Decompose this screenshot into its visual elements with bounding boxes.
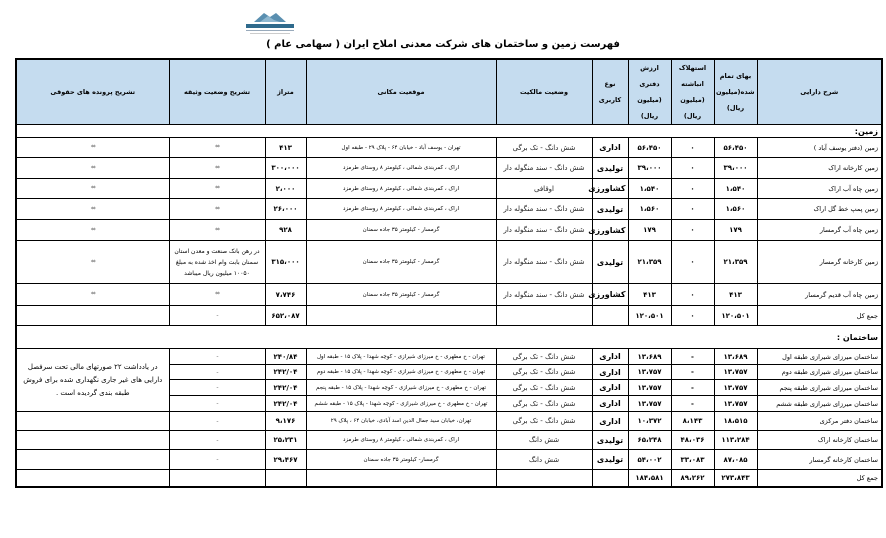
asset-name: زمین کارخانه اراک <box>757 158 882 179</box>
usage-type: اداری <box>592 138 628 158</box>
book-value: ۱۳،۷۵۷ <box>628 396 671 412</box>
finished-cost: ۱،۵۶۰ <box>714 199 757 220</box>
book-value: ۱۳،۶۸۹ <box>628 349 671 365</box>
accum-depr: ۰ <box>671 138 714 158</box>
asset-name: زمین چاه آب قدیم گرمسار <box>757 284 882 306</box>
legal-empty <box>16 412 169 431</box>
company-logo <box>240 8 300 38</box>
total-loc-empty <box>306 306 496 326</box>
legal: ** <box>16 138 169 158</box>
empty-cell <box>265 470 306 487</box>
usage-type: اداری <box>592 412 628 431</box>
building-total-row <box>16 470 882 487</box>
total-usage-empty <box>592 306 628 326</box>
col-asset-desc: شرح دارایی <box>757 59 882 125</box>
location: اراک ، کمربندی شمالی ، کیلومتر ۸ روستای طرمزد <box>306 431 496 450</box>
land-row <box>16 199 882 220</box>
accum-depr: - <box>671 380 714 396</box>
area: ۲۹،۴۶۷ <box>265 450 306 470</box>
document-title: فهرست زمین و ساختمان های شرکت معدنی املاح ایران ( سهامی عام ) <box>266 39 620 50</box>
usage-type: تولیدی <box>592 199 628 220</box>
land-row <box>16 138 882 158</box>
col-accum-depr: استهلاک انباشته (میلیون ریال) <box>671 59 714 125</box>
finished-cost: ۱۱۳،۲۸۴ <box>714 431 757 450</box>
total-cost: ۱۲۰،۵۰۱ <box>714 306 757 326</box>
usage-type: کشاورزی <box>592 220 628 241</box>
collateral: - <box>169 412 265 431</box>
finished-cost: ۱۳،۷۵۷ <box>714 396 757 412</box>
area: ۲۶،۰۰۰ <box>265 199 306 220</box>
accum-depr: - <box>671 396 714 412</box>
land-total-row <box>16 306 882 326</box>
col-legal: تشریح پرونده های حقوقی <box>16 59 169 125</box>
total-book: ۱۲۰،۵۰۱ <box>628 306 671 326</box>
area: ۳۱۵،۰۰۰ <box>265 241 306 284</box>
total-area: ۶۵۲،۰۸۷ <box>265 306 306 326</box>
asset-name: ساختمان میرزای شیرازی طبقه ششم <box>757 396 882 412</box>
usage-type: اداری <box>592 365 628 380</box>
land-section-label: زمین: <box>16 125 882 138</box>
asset-name: ساختمان دفتر مرکزی <box>757 412 882 431</box>
accum-depr: - <box>671 349 714 365</box>
empty-cell <box>496 470 592 487</box>
total-owner-empty <box>496 306 592 326</box>
land-rows <box>16 138 882 306</box>
finished-cost: ۸۷،۰۸۵ <box>714 450 757 470</box>
finished-cost: ۴۱۳ <box>714 284 757 306</box>
total-legal-empty <box>16 306 169 326</box>
asset-name: زمین چاه آب اراک <box>757 179 882 199</box>
location: گرمسار- کیلومتر ۳۵ جاده سمنان <box>306 450 496 470</box>
book-value: ۴۱۳ <box>628 284 671 306</box>
ownership: شش دانگ <box>496 450 592 470</box>
asset-name: زمین (دفتر یوسف آباد ) <box>757 138 882 158</box>
finished-cost: ۵۶،۴۵۰ <box>714 138 757 158</box>
usage-type: تولیدی <box>592 241 628 284</box>
area: ۲۴۲/۰۴ <box>265 380 306 396</box>
building-row <box>16 349 882 365</box>
accum-depr: ۰ <box>671 241 714 284</box>
asset-name: زمین کارخانه گرمسار <box>757 241 882 284</box>
col-book-value: ارزش دفتری (میلیون ریال) <box>628 59 671 125</box>
ownership: شش دانگ - تک برگی <box>496 138 592 158</box>
building-row <box>16 412 882 431</box>
land-row <box>16 158 882 179</box>
legal-empty <box>16 450 169 470</box>
building-section-row <box>16 326 882 349</box>
asset-name: زمین چاه آب گرمسار <box>757 220 882 241</box>
location: تهران - خ مطهری - خ میرزای شیرازی - کوچه شهدا - پلاک ۱۵ - طبقه ششم <box>306 396 496 412</box>
col-area: متراژ <box>265 59 306 125</box>
land-row <box>16 220 882 241</box>
ownership: شش دانگ - سند منگوله دار <box>496 284 592 306</box>
usage-type: کشاورزی <box>592 179 628 199</box>
collateral: ** <box>169 158 265 179</box>
location: تهران - یوسف آباد - خیابان ۶۴ - پلاک ۲۹ - طبقه اول <box>306 138 496 158</box>
accum-depr: ۰ <box>671 284 714 306</box>
building-row <box>16 450 882 470</box>
book-value: ۵۴،۰۰۲ <box>628 450 671 470</box>
ownership: شش دانگ - تک برگی <box>496 412 592 431</box>
legal: ** <box>16 158 169 179</box>
finished-cost: ۱۷۹ <box>714 220 757 241</box>
ownership: شش دانگ - تک برگی <box>496 349 592 365</box>
book-value: ۱۷۹ <box>628 220 671 241</box>
usage-type: اداری <box>592 396 628 412</box>
book-value: ۵۶،۴۵۰ <box>628 138 671 158</box>
collateral: - <box>169 431 265 450</box>
legal: ** <box>16 179 169 199</box>
collateral: - <box>169 365 265 380</box>
land-row <box>16 179 882 199</box>
area: ۹۲۸ <box>265 220 306 241</box>
ownership: شش دانگ - تک برگی <box>496 396 592 412</box>
accum-depr: ۳۳،۰۸۳ <box>671 450 714 470</box>
legal: ** <box>16 220 169 241</box>
usage-type: اداری <box>592 380 628 396</box>
collateral: ** <box>169 179 265 199</box>
col-usage-type: نوع کاربری <box>592 59 628 125</box>
building-rows <box>16 349 882 470</box>
finished-cost: ۱۳،۷۵۷ <box>714 365 757 380</box>
ownership: اوقافی <box>496 179 592 199</box>
accum-depr: - <box>671 365 714 380</box>
col-location: موقعیت مکانی <box>306 59 496 125</box>
book-value: ۱۳،۷۵۷ <box>628 365 671 380</box>
location: اراک ، کمربندی شمالی ، کیلومتر ۸ روستای طرمزد <box>306 158 496 179</box>
asset-name: ساختمان کارخانه گرمسار <box>757 450 882 470</box>
location: گرمسار - کیلومتر ۳۵ جاده سمنان <box>306 284 496 306</box>
assets-table <box>15 58 883 488</box>
ownership: شش دانگ <box>496 431 592 450</box>
legal: ** <box>16 284 169 306</box>
collateral: - <box>169 450 265 470</box>
location: گرمسار - کیلومتر ۳۵ جاده سمنان <box>306 220 496 241</box>
ownership: شش دانگ - سند منگوله دار <box>496 241 592 284</box>
total-label: جمع کل <box>757 306 882 326</box>
book-value: ۶۵،۲۴۸ <box>628 431 671 450</box>
book-value: ۲۱،۳۵۹ <box>628 241 671 284</box>
total-cost: ۲۷۳،۸۴۳ <box>714 470 757 487</box>
accum-depr: ۰ <box>671 158 714 179</box>
legal-empty <box>16 431 169 450</box>
total-depr: ۸۹،۲۶۲ <box>671 470 714 487</box>
ownership: شش دانگ - تک برگی <box>496 380 592 396</box>
total-depr: ۰ <box>671 306 714 326</box>
book-value: ۱،۵۴۰ <box>628 179 671 199</box>
usage-type: اداری <box>592 349 628 365</box>
accum-depr: ۰ <box>671 220 714 241</box>
empty-cell <box>306 470 496 487</box>
ownership: شش دانگ - سند منگوله دار <box>496 220 592 241</box>
building-section-label: ساختمان : <box>16 326 882 349</box>
ownership: شش دانگ - تک برگی <box>496 365 592 380</box>
area: ۲۴۲/۰۴ <box>265 396 306 412</box>
legal: ** <box>16 199 169 220</box>
location: اراک ، کمربندی شمالی ، کیلومتر ۸ روستای طرمزد <box>306 179 496 199</box>
book-value: ۱۳،۷۵۷ <box>628 380 671 396</box>
area: ۴۱۳ <box>265 138 306 158</box>
book-value: ۱۰،۳۷۲ <box>628 412 671 431</box>
col-ownership: وضعیت مالکیت <box>496 59 592 125</box>
location: تهران - خ مطهری - خ میرزای شیرازی - کوچه شهدا - پلاک ۱۵ - طبقه اول <box>306 349 496 365</box>
area: ۹،۱۷۶ <box>265 412 306 431</box>
usage-type: تولیدی <box>592 158 628 179</box>
building-row <box>16 431 882 450</box>
ownership: شش دانگ - سند منگوله دار <box>496 199 592 220</box>
area: ۲۴۰/۸۴ <box>265 349 306 365</box>
location: اراک ، کمربندی شمالی ، کیلومتر ۸ روستای طرمزد <box>306 199 496 220</box>
asset-name: زمین پمپ خط گل اراک <box>757 199 882 220</box>
total-collateral: - <box>169 306 265 326</box>
accum-depr: ۴۸،۰۳۶ <box>671 431 714 450</box>
collateral: در رهن بانک صنعت و معدن استان سمنان بابت وام اخذ شده به مبلغ ۱۰۰۵۰ میلیون ریال میباشد <box>169 241 265 284</box>
total-book: ۱۸۴،۵۸۱ <box>628 470 671 487</box>
location: گرمسار - کیلومتر ۳۵ جاده سمنان <box>306 241 496 284</box>
location: تهران - خ مطهری - خ میرزای شیرازی - کوچه شهدا - پلاک ۱۵ - طبقه پنجم <box>306 380 496 396</box>
total-label: جمع کل <box>757 470 882 487</box>
collateral: - <box>169 396 265 412</box>
empty-cell <box>16 470 169 487</box>
usage-type: تولیدی <box>592 450 628 470</box>
accum-depr: ۰ <box>671 199 714 220</box>
finished-cost: ۳۹،۰۰۰ <box>714 158 757 179</box>
collateral: ** <box>169 199 265 220</box>
land-row <box>16 284 882 306</box>
land-section-row <box>16 125 882 138</box>
finished-cost: ۲۱،۳۵۹ <box>714 241 757 284</box>
collateral: - <box>169 349 265 365</box>
area: ۲۵،۲۳۱ <box>265 431 306 450</box>
empty-cell <box>592 470 628 487</box>
collateral: ** <box>169 220 265 241</box>
finished-cost: ۱۳،۷۵۷ <box>714 380 757 396</box>
finished-cost: ۱۳،۶۸۹ <box>714 349 757 365</box>
area: ۷،۷۴۶ <box>265 284 306 306</box>
collateral: ** <box>169 284 265 306</box>
asset-name: ساختمان کارخانه اراک <box>757 431 882 450</box>
book-value: ۳۹،۰۰۰ <box>628 158 671 179</box>
location: تهران - خ مطهری - خ میرزای شیرازی - کوچه شهدا - پلاک ۱۵ - طبقه دوم <box>306 365 496 380</box>
land-row <box>16 241 882 284</box>
area: ۲۴۲/۰۴ <box>265 365 306 380</box>
legal: ** <box>16 241 169 284</box>
asset-name: ساختمان میرزای شیرازی طبقه اول <box>757 349 882 365</box>
area: ۲،۰۰۰ <box>265 179 306 199</box>
empty-cell <box>169 470 265 487</box>
book-value: ۱،۵۶۰ <box>628 199 671 220</box>
header-row <box>16 59 882 125</box>
area: ۳۰۰،۰۰۰ <box>265 158 306 179</box>
asset-name: ساختمان میرزای شیرازی طبقه دوم <box>757 365 882 380</box>
usage-type: تولیدی <box>592 431 628 450</box>
collateral: ** <box>169 138 265 158</box>
location: تهران، خیابان سید جمال الدین اسد آبادی، خیابان ۶۴ ، پلاک ۲۹ <box>306 412 496 431</box>
finished-cost: ۱،۵۴۰ <box>714 179 757 199</box>
legal-note: در یادداشت ۲۲ صورتهای مالی تحت سرفصل دارایی های غیر جاری نگهداری شده برای فروش طبقه بندی گردیده است . <box>16 349 169 412</box>
finished-cost: ۱۸،۵۱۵ <box>714 412 757 431</box>
ownership: شش دانگ - سند منگوله دار <box>496 158 592 179</box>
accum-depr: ۸،۱۴۳ <box>671 412 714 431</box>
collateral: - <box>169 380 265 396</box>
accum-depr: ۰ <box>671 179 714 199</box>
usage-type: کشاورزی <box>592 284 628 306</box>
col-finished-cost: بهای تمام شده(میلیون ریال) <box>714 59 757 125</box>
col-collateral: تشریح وضعیت وثیقه <box>169 59 265 125</box>
asset-name: ساختمان میرزای شیرازی طبقه پنجم <box>757 380 882 396</box>
